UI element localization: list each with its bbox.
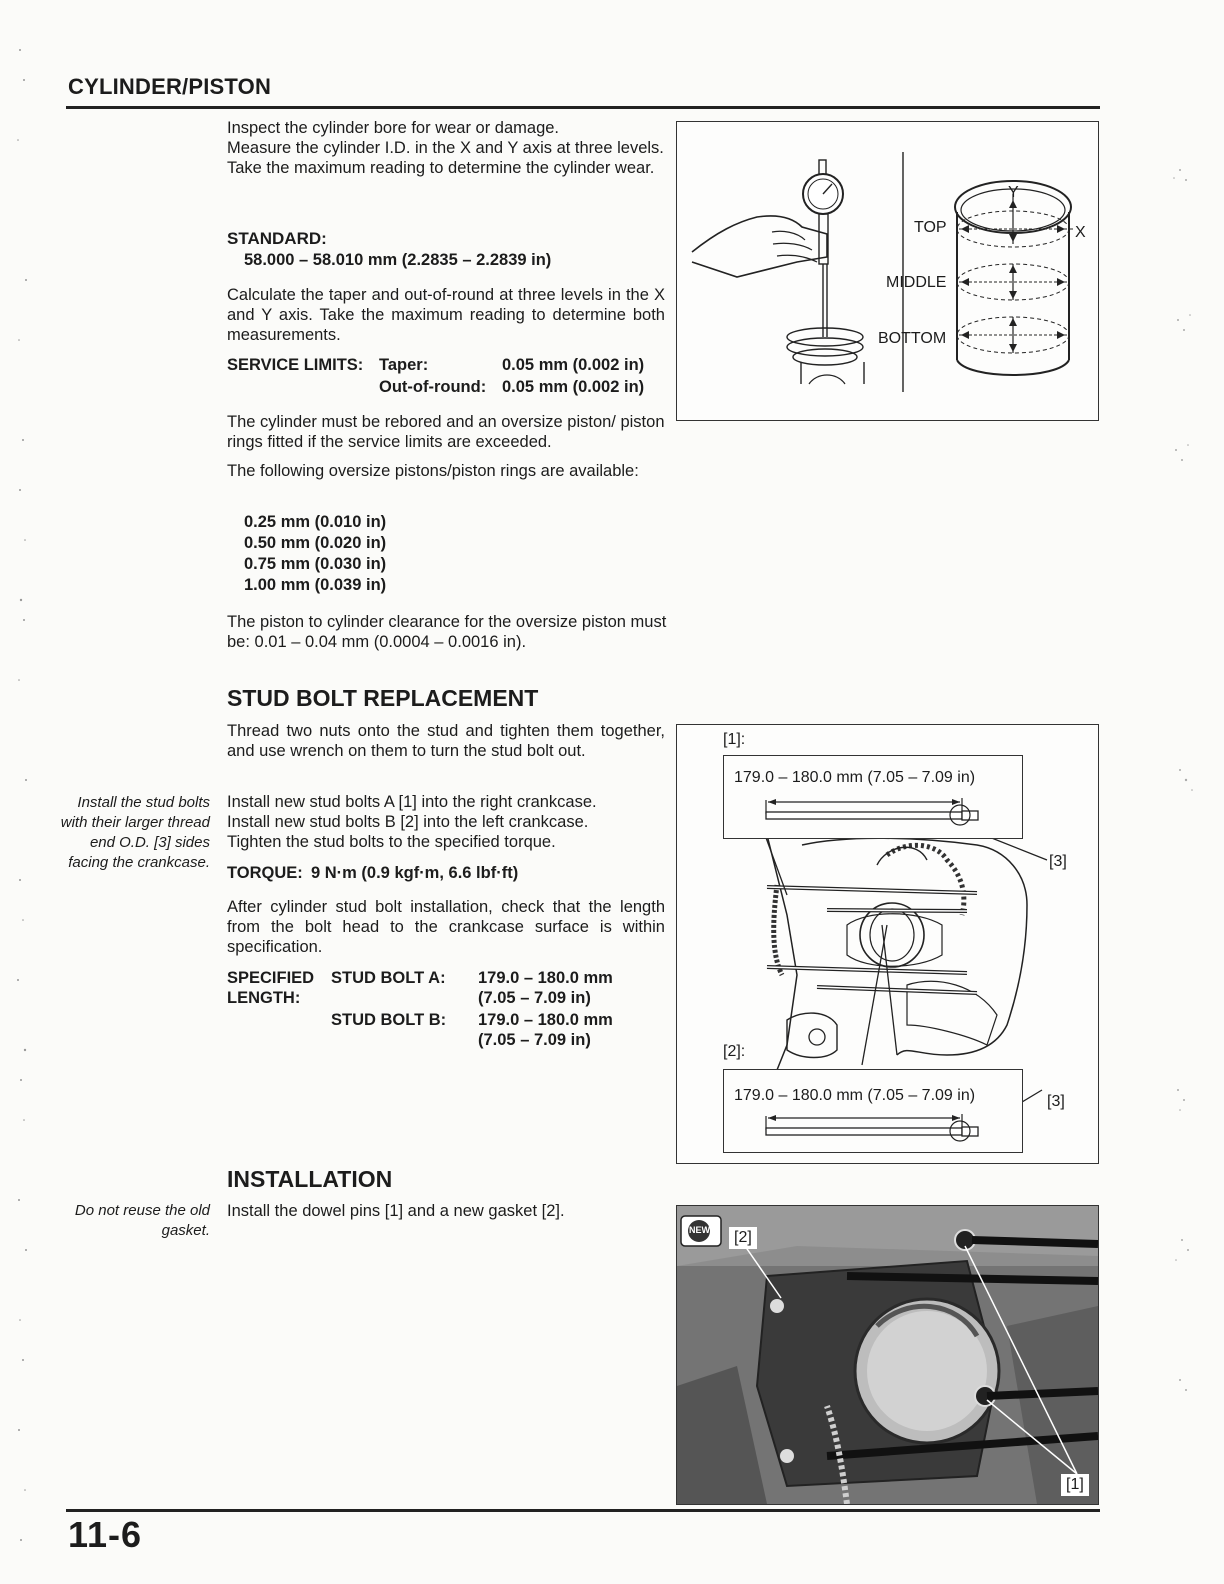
torque-value: 9 N·m (0.9 kgf·m, 6.6 lbf·ft): [311, 864, 519, 882]
stud-b-dimension: 179.0 – 180.0 mm (7.05 – 7.09 in): [734, 1087, 976, 1104]
standard-label: STANDARD:: [227, 229, 327, 248]
installation-photo: [676, 1205, 1099, 1505]
standard-value: 58.000 – 58.010 mm (2.2835 – 2.2839 in): [244, 251, 552, 269]
stud-bolt-b-label: STUD BOLT B:: [331, 1011, 447, 1029]
stud-a-bolt-drawing: [724, 794, 1022, 834]
torque-label: TORQUE:: [227, 864, 303, 882]
stud-bolt-heading: STUD BOLT REPLACEMENT: [227, 685, 539, 711]
inspect-paragraph-5: The cylinder must be rebored and an oversize piston/ piston rings fitted if the service limits are exceeded.: [227, 413, 665, 451]
scan-margin-speckle: [14, 20, 36, 1560]
section-title: CYLINDER/PISTON: [68, 74, 272, 99]
oversize-item: 0.75 mm (0.030 in): [244, 555, 387, 573]
stud-a-dimension-box: [723, 755, 1023, 839]
stud-bolt-a-label: STUD BOLT A:: [331, 969, 446, 987]
stud-paragraph-1: Thread two nuts onto the stud and tighten them together, and use wrench on them to turn the stud bolt out.: [227, 722, 665, 760]
stud-paragraph-2: After cylinder stud bolt installation, check that the length from the bolt head to the crankcase surface is within specification.: [227, 898, 665, 956]
level-bottom-label: BOTTOM: [878, 330, 947, 347]
oversize-item: 0.25 mm (0.010 in): [244, 513, 387, 531]
stud-bolt-b-value: 179.0 – 180.0 mm: [478, 1011, 613, 1029]
level-top-label: TOP: [914, 219, 947, 236]
callout-3-lower: [3]: [1047, 1093, 1065, 1110]
service-limits-label: SERVICE LIMITS:: [227, 356, 364, 374]
callout-2: [2]:: [723, 1043, 746, 1060]
stud-bolt-a-value: 179.0 – 180.0 mm: [478, 969, 613, 987]
specified-label: SPECIFIED: [227, 969, 315, 987]
stud-a-dimension: 179.0 – 180.0 mm (7.05 – 7.09 in): [734, 769, 976, 786]
callout-3-upper: [3]: [1049, 853, 1067, 870]
out-of-round-label: Out-of-round:: [379, 378, 487, 396]
inspect-paragraph-7: The piston to cylinder clearance for the oversize piston must be: 0.01 – 0.04 mm (0.0004 – 0.0016 in).: [227, 613, 667, 651]
cylinder-measurement-figure: [676, 121, 1099, 421]
inspect-paragraph-3: Take the maximum reading to determine the cylinder wear.: [227, 159, 655, 177]
stud-line-3: Tighten the stud bolts to the specified torque.: [227, 833, 556, 851]
crankcase-photo-illustration: [677, 1206, 1098, 1504]
stud-b-bolt-drawing: [724, 1110, 1022, 1150]
inspect-paragraph-6: The following oversize pistons/piston rings are available:: [227, 462, 639, 480]
new-part-badge: NEW: [689, 1225, 710, 1235]
inspect-paragraph-1: Inspect the cylinder bore for wear or damage.: [227, 119, 560, 137]
page-number: 11-6: [68, 1514, 143, 1555]
inspect-paragraph-2: Measure the cylinder I.D. in the X and Y axis at three levels.: [227, 139, 664, 157]
level-middle-label: MIDDLE: [886, 274, 947, 291]
installation-side-note: Do not reuse the old gasket.: [74, 1202, 210, 1239]
installation-paragraph: Install the dowel pins [1] and a new gasket [2].: [227, 1202, 565, 1220]
length-label: LENGTH:: [227, 989, 301, 1007]
stud-line-1: Install new stud bolts A [1] into the right crankcase.: [227, 793, 597, 811]
stud-bolt-figure: [676, 724, 1099, 1164]
x-axis-label: X: [1075, 224, 1086, 241]
oversize-item: 0.50 mm (0.020 in): [244, 534, 387, 552]
callout-1: [1]:: [723, 731, 746, 748]
installation-heading: INSTALLATION: [227, 1166, 393, 1192]
stud-bolt-b-value-in: (7.05 – 7.09 in): [478, 1031, 591, 1049]
taper-label: Taper:: [379, 356, 429, 374]
stud-b-dimension-box: [723, 1069, 1023, 1153]
dial-bore-gauge-illustration: [677, 122, 1098, 420]
out-of-round-value: 0.05 mm (0.002 in): [502, 378, 645, 396]
oversize-item: 1.00 mm (0.039 in): [244, 576, 387, 594]
inspect-paragraph-4: Calculate the taper and out-of-round at three levels in the X and Y axis. Take the maximum reading to determine both measurements.: [227, 286, 665, 344]
footer-rule: [66, 1509, 1100, 1512]
stud-side-note: Install the stud bolts with their larger thread end O.D. [3] sides facing the crankcase.: [60, 794, 210, 871]
scan-margin-speckle-right: [1150, 150, 1210, 1400]
taper-value: 0.05 mm (0.002 in): [502, 356, 645, 374]
callout-gasket: [2]: [729, 1227, 757, 1249]
header-rule: [66, 106, 1100, 109]
stud-bolt-a-value-in: (7.05 – 7.09 in): [478, 989, 591, 1007]
callout-dowel-pins: [1]: [1061, 1474, 1089, 1496]
y-axis-label: Y: [1008, 184, 1019, 201]
stud-line-2: Install new stud bolts B [2] into the left crankcase.: [227, 813, 589, 831]
